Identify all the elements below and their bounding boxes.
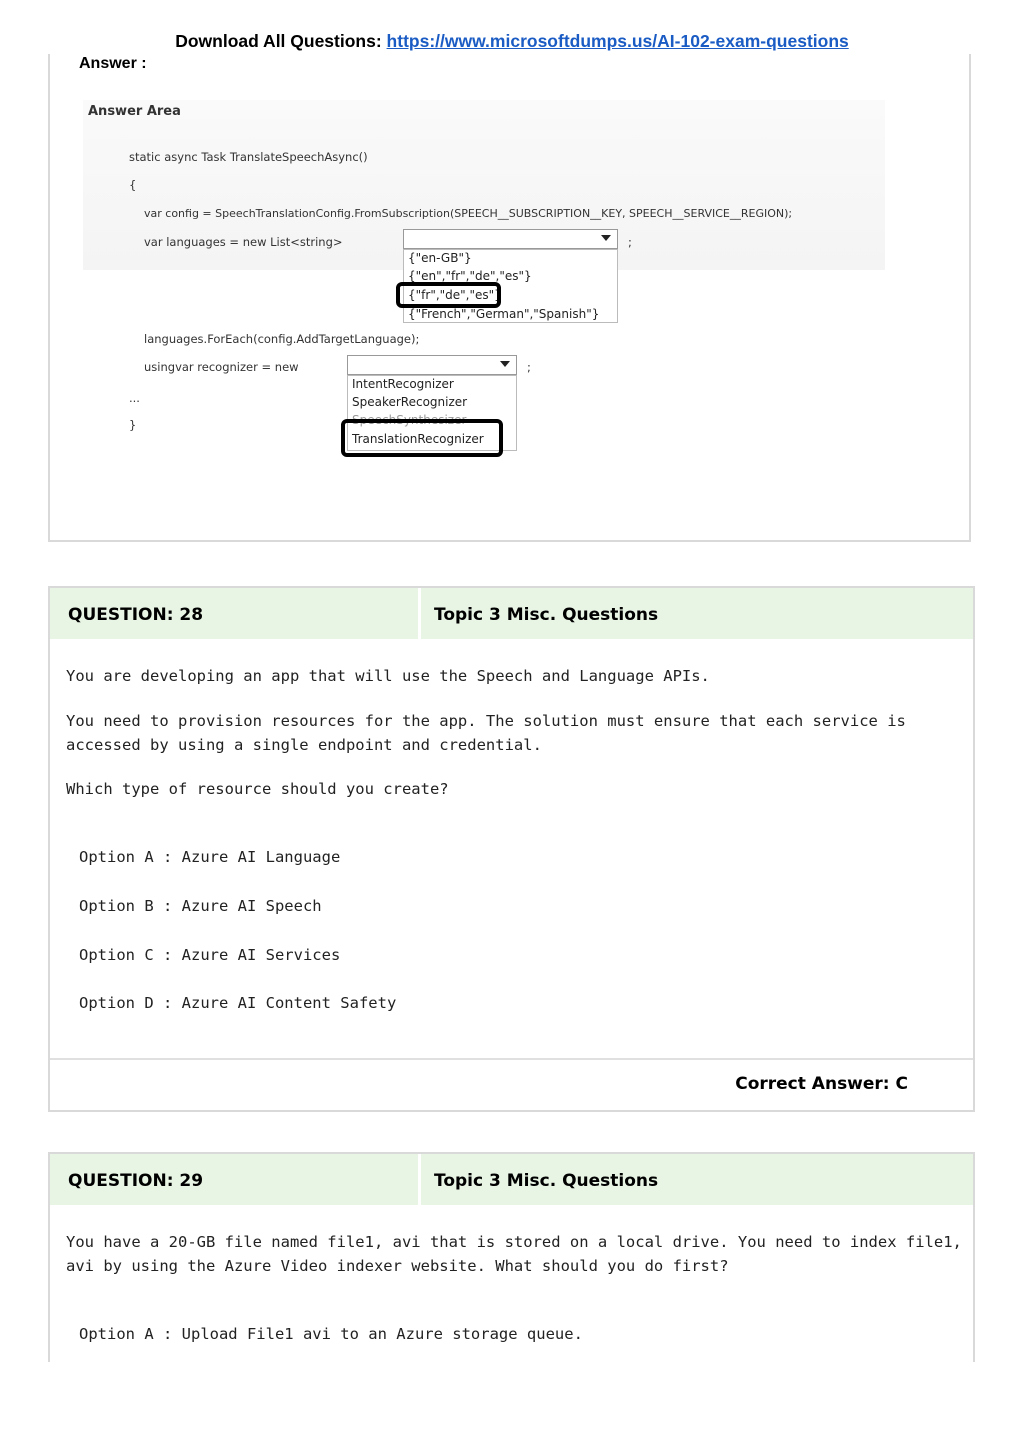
- languages-option[interactable]: {"en","fr","de","es"}: [408, 269, 532, 283]
- languages-option[interactable]: {"en-GB"}: [408, 251, 472, 265]
- recognizer-dropdown[interactable]: [347, 355, 517, 375]
- download-label: Download All Questions:: [175, 31, 382, 51]
- recognizer-option-selected[interactable]: TranslationRecognizer: [352, 432, 484, 446]
- download-link[interactable]: https://www.microsoftdumps.us/AI-102-exam-questions: [386, 31, 849, 51]
- answer-area-title: Answer Area: [88, 104, 181, 119]
- code-line: }: [129, 418, 137, 432]
- semicolon: ;: [527, 360, 531, 374]
- answer-option[interactable]: Option B : Azure AI Speech: [79, 897, 322, 915]
- code-line: ...: [129, 391, 140, 405]
- question-paragraph: You need to provision resources for the app. The solution must ensure that each service is accessed by using a single endpoint and credential.: [66, 712, 906, 754]
- answer-option[interactable]: Option D : Azure AI Content Safety: [79, 994, 397, 1012]
- languages-option-selected[interactable]: {"fr","de","es"}: [408, 288, 502, 302]
- code-line: languages.ForEach(config.AddTargetLanguage);: [144, 332, 420, 346]
- answer-option[interactable]: Option A : Upload File1 avi to an Azure storage queue.: [79, 1325, 583, 1343]
- recognizer-option[interactable]: IntentRecognizer: [352, 377, 454, 391]
- question-number: QUESTION: 29: [68, 1171, 204, 1191]
- code-line: {: [129, 178, 137, 192]
- question-header: [50, 588, 973, 639]
- answer-option[interactable]: Option C : Azure AI Services: [79, 946, 341, 964]
- question-card: [48, 586, 975, 1112]
- recognizer-option[interactable]: SpeakerRecognizer: [352, 395, 468, 409]
- answer-option[interactable]: Option A : Azure AI Language: [79, 848, 341, 866]
- code-line: var config = SpeechTranslationConfig.FromSubscription(SPEECH__SUBSCRIPTION__KEY, SPEECH__SERVICE__REGION);: [144, 207, 793, 220]
- selection-highlight: [341, 419, 503, 457]
- question-topic: Topic 3 Misc. Questions: [434, 1171, 659, 1191]
- semicolon: ;: [628, 235, 632, 249]
- chevron-down-icon: [500, 361, 510, 367]
- question-paragraph: You are developing an app that will use the Speech and Language APIs.: [66, 667, 710, 685]
- languages-option[interactable]: {"French","German","Spanish"}: [408, 307, 600, 321]
- code-line: usingvar recognizer = new: [144, 360, 299, 374]
- code-line: var languages = new List<string>: [144, 235, 343, 249]
- header-divider: [418, 1154, 421, 1205]
- header-divider: [418, 588, 421, 639]
- chevron-down-icon: [601, 235, 611, 241]
- question-paragraph: Which type of resource should you create?: [66, 780, 449, 798]
- correct-answer-row: [50, 1058, 973, 1110]
- correct-answer: Correct Answer: C: [735, 1074, 908, 1094]
- question-card: [48, 1152, 975, 1362]
- selection-highlight: [396, 282, 501, 308]
- question-paragraph: You have a 20-GB file named file1, avi that is stored on a local drive. You need to index file1, avi by using the Azure Video indexer website. What should you do first?: [66, 1233, 962, 1275]
- question-header: [50, 1154, 973, 1205]
- languages-dropdown[interactable]: [403, 229, 618, 249]
- download-header: [0, 31, 1024, 52]
- question-number: QUESTION: 28: [68, 605, 204, 625]
- code-line: static async Task TranslateSpeechAsync(): [129, 150, 368, 164]
- recognizer-option[interactable]: SpeechSynthesizer: [352, 413, 467, 427]
- answer-label: Answer :: [79, 55, 147, 72]
- question-topic: Topic 3 Misc. Questions: [434, 605, 659, 625]
